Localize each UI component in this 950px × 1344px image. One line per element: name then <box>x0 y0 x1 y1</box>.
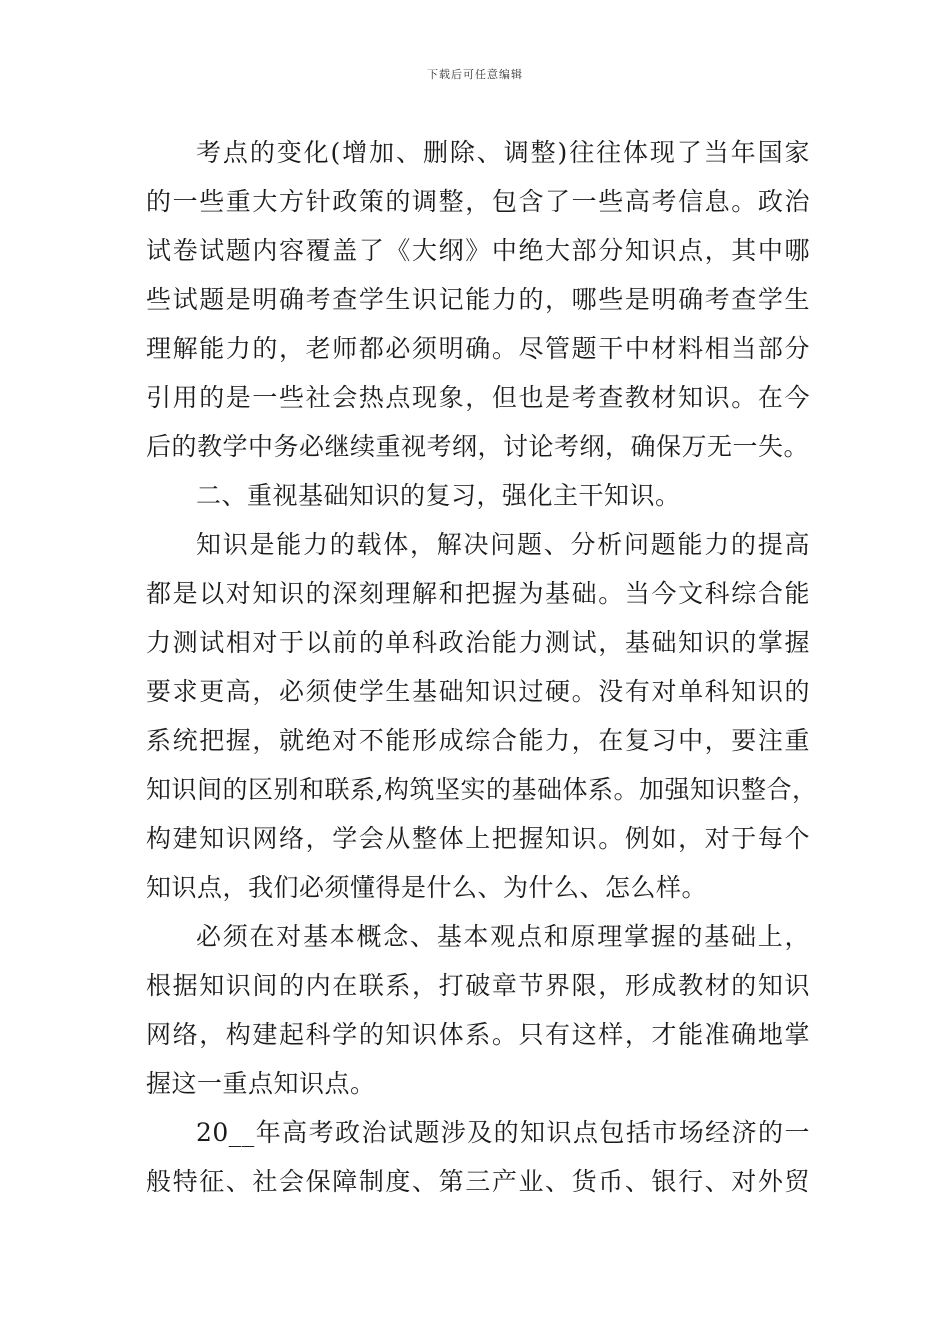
document-body <box>146 128 818 1206</box>
paragraph-2-heading <box>146 471 810 520</box>
text-line: 些试题是明确考查学生识记能力的，哪些是明确考查学生 <box>146 285 810 314</box>
paragraph-5 <box>146 1108 810 1206</box>
text-line: 般特征、社会保障制度、第三产业、货币、银行、对外贸 <box>146 1167 810 1196</box>
text-line: 考点的变化(增加、删除、调整)往往体现了当年国家 <box>196 138 810 167</box>
text-line: 根据知识间的内在联系，打破章节界限，形成教材的知识 <box>146 971 810 1000</box>
text-line: 20__年高考政治试题涉及的知识点包括市场经济的一 <box>196 1118 810 1147</box>
text-line: 力测试相对于以前的单科政治能力测试，基础知识的掌握 <box>146 628 810 657</box>
text-line: 知识是能力的载体，解决问题、分析问题能力的提高 <box>196 530 810 559</box>
text-line: 试卷试题内容覆盖了《大纲》中绝大部分知识点，其中哪 <box>146 236 810 265</box>
text-line: 知识间的区别和联系,构筑坚实的基础体系。加强知识整合， <box>146 775 818 804</box>
text-line: 握这一重点知识点。 <box>146 1069 376 1098</box>
text-line: 必须在对基本概念、基本观点和原理掌握的基础上， <box>196 922 810 951</box>
text-line: 系统把握，就绝对不能形成综合能力，在复习中，要注重 <box>146 726 810 755</box>
header-note: 下载后可任意编辑 <box>427 68 523 81</box>
text-line: 要求更高，必须使学生基础知识过硬。没有对单科知识的 <box>146 677 810 706</box>
text-line: 的一些重大方针政策的调整，包含了一些高考信息。政治 <box>146 187 810 216</box>
paragraph-4 <box>146 912 810 1108</box>
section-heading: 二、重视基础知识的复习，强化主干知识。 <box>196 481 681 510</box>
text-line: 后的教学中务必继续重视考纲，讨论考纲，确保万无一失。 <box>146 432 810 461</box>
text-line: 都是以对知识的深刻理解和把握为基础。当今文科综合能 <box>146 579 810 608</box>
text-line: 知识点，我们必须懂得是什么、为什么、怎么样。 <box>146 873 708 902</box>
text-line: 网络，构建起科学的知识体系。只有这样，才能准确地掌 <box>146 1020 810 1049</box>
paragraph-1 <box>146 128 810 471</box>
text-line: 构建知识网络，学会从整体上把握知识。例如，对于每个 <box>146 824 810 853</box>
text-line: 引用的是一些社会热点现象，但也是考查教材知识。在今 <box>146 383 810 412</box>
paragraph-3 <box>146 520 818 912</box>
text-line: 理解能力的，老师都必须明确。尽管题干中材料相当部分 <box>146 334 810 363</box>
